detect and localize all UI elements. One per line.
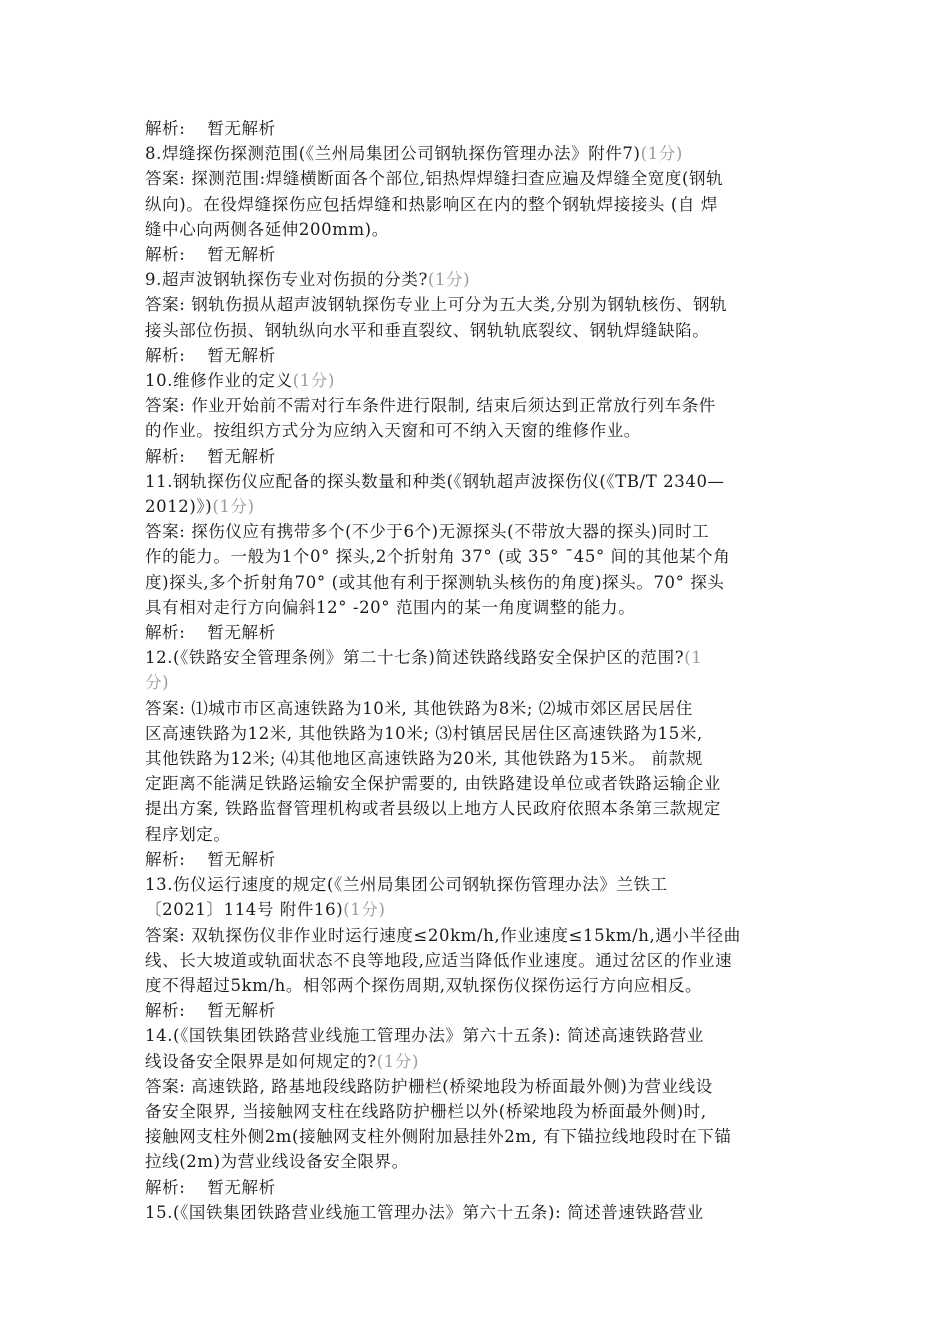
analysis-label: 解析: [145, 1001, 186, 1021]
answer-line: 度不得超过5km/h。相邻两个探伤周期,双轨探伤仪探伤运行方向应相反。 [145, 975, 703, 995]
question-text: 9.超声波钢轨探伤专业对伤损的分类? [145, 270, 428, 290]
answer-line: 纵向)。在役焊缝探伤应包括焊缝和热影响区在内的整个钢轨焊接接头 (自 焊 [145, 194, 718, 214]
question-line [145, 469, 813, 494]
question-text: 8.焊缝探伤探测范围(《兰州局集团公司钢轨探伤管理办法》附件7) [145, 144, 641, 164]
answer-line: 拉线(2m)为营业线设备安全限界。 [145, 1152, 409, 1172]
question-score: (1分) [212, 497, 255, 517]
analysis-text: 暂无解析 [207, 849, 276, 869]
question-score: (1分) [292, 371, 336, 391]
answer-line: 度)探头,多个折射角70° (或其他有利于探测轨头核伤的角度)探头。70° 探头 [145, 572, 725, 592]
analysis-text: 暂无解析 [207, 345, 276, 365]
analysis-label: 解析: [145, 1177, 186, 1197]
question-line [145, 1200, 813, 1225]
answer-line: 其他铁路为12米; ⑷其他地区高速铁路为20米, 其他铁路为15米。 前款规 [145, 749, 703, 769]
answer-line: 答案: 探测范围:焊缝横断面各个部位,铝热焊焊缝扫查应遍及焊缝全宽度(钢轨 [145, 169, 724, 189]
answer-line: 答案: ⑴城市市区高速铁路为10米, 其他铁路为8米; ⑵城市郊区居民居住 [145, 698, 693, 718]
analysis-label: 解析: [145, 446, 186, 466]
analysis-line [145, 1175, 813, 1200]
analysis-line [145, 242, 813, 267]
answer-line: 答案: 钢轨伤损从超声波钢轨探伤专业上可分为五大类,分别为钢轨核伤、钢轨 [145, 295, 728, 315]
question-line [145, 267, 813, 292]
question-score: (1分) [640, 144, 683, 164]
question-text: 14.(《国铁集团铁路营业线施工管理办法》第六十五条): 简述高速铁路营业 [145, 1026, 704, 1046]
analysis-label: 解析: [145, 623, 186, 643]
answer-line: 的作业。按组织方式分为应纳入天窗和可不纳入天窗的维修作业。 [145, 421, 641, 441]
question-text: 10.维修作业的定义 [145, 371, 293, 391]
analysis-text: 暂无解析 [207, 119, 276, 138]
answer-line: 提出方案, 铁路监督管理机构或者县级以上地方人民政府依照本条第三款规定 [145, 799, 721, 819]
answer-line: 答案: 作业开始前不需对行车条件进行限制, 结束后须达到正常放行列车条件 [145, 396, 716, 416]
question-line [145, 1049, 813, 1074]
question-text: 2012)》) [145, 497, 213, 517]
question-score: (1 [684, 648, 703, 668]
question-line [145, 897, 813, 922]
analysis-text: 暂无解析 [207, 623, 276, 643]
answer-line: 线、长大坡道或轨面状态不良等地段,应适当降低作业速度。通过岔区的作业速 [145, 950, 733, 970]
question-line [145, 494, 813, 519]
analysis-text: 暂无解析 [207, 1001, 276, 1021]
analysis-text: 暂无解析 [207, 245, 276, 265]
analysis-line [145, 444, 813, 469]
question-line [145, 1023, 813, 1048]
analysis-label: 解析: [145, 245, 186, 265]
answer-line: 作的能力。一般为1个0° 探头,2个折射角 37° (或 35° ¯45° 间的其他某个角 [145, 547, 731, 567]
question-text: 13.伤仪运行速度的规定(《兰州局集团公司钢轨探伤管理办法》兰铁工 [145, 875, 668, 895]
question-text: 15.(《国铁集团铁路营业线施工管理办法》第六十五条): 简述普速铁路营业 [145, 1202, 704, 1222]
question-line [145, 368, 813, 393]
answer-line: 接头部位伤损、钢轨纵向水平和垂直裂纹、钢轨轨底裂纹、钢轨焊缝缺陷。 [145, 320, 710, 340]
analysis-line [145, 847, 813, 872]
question-line [145, 872, 813, 897]
question-score: 分) [145, 673, 170, 693]
answer-line: 区高速铁路为12米, 其他铁路为10米; ⑶村镇居民居住区高速铁路为15米, [145, 723, 703, 743]
question-text: 11.钢轨探伤仪应配备的探头数量和种类(《钢轨超声波探伤仪(《TB/T 2340— [145, 471, 725, 491]
analysis-line [145, 620, 813, 645]
question-line [145, 670, 813, 695]
analysis-line [145, 116, 813, 141]
analysis-label: 解析: [145, 345, 186, 365]
analysis-text: 暂无解析 [207, 1177, 276, 1197]
question-score: (1分) [427, 270, 471, 290]
document-page [145, 116, 813, 1225]
answer-line: 接触网支柱外侧2m(接触网支柱外侧附加悬挂外2m, 有下锚拉线地段时在下锚 [145, 1127, 732, 1147]
answer-line: 答案: 探伤仪应有携带多个(不少于6个)无源探头(不带放大器的探头)同时工 [145, 522, 710, 542]
question-line [145, 645, 813, 670]
answer-line: 答案: 双轨探伤仪非作业时运行速度≤20km/h,作业速度≤15km/h,遇小半径曲 [145, 925, 741, 945]
question-text: 12.(《铁路安全管理条例》第二十七条)简述铁路线路安全保护区的范围? [145, 648, 685, 668]
question-text: 线设备安全限界是如何规定的? [145, 1051, 377, 1071]
question-line [145, 141, 813, 166]
answer-line: 缝中心向两侧各延伸200mm)。 [145, 219, 389, 239]
analysis-text: 暂无解析 [207, 446, 276, 466]
answer-line: 程序划定。 [145, 824, 231, 844]
analysis-label: 解析: [145, 119, 186, 138]
question-score: (1分) [343, 900, 386, 920]
question-text: 〔2021〕114号 附件16) [145, 900, 344, 920]
question-score: (1分) [376, 1051, 420, 1071]
answer-line: 备安全限界, 当接触网支柱在线路防护栅栏以外(桥梁地段为桥面最外侧)时, [145, 1101, 707, 1121]
analysis-line [145, 998, 813, 1023]
analysis-label: 解析: [145, 849, 186, 869]
analysis-line [145, 343, 813, 368]
answer-line: 定距离不能满足铁路运输安全保护需要的, 由铁路建设单位或者铁路运输企业 [145, 774, 721, 794]
answer-line: 答案: 高速铁路, 路基地段线路防护栅栏(桥梁地段为桥面最外侧)为营业线设 [145, 1076, 713, 1096]
answer-line: 具有相对走行方向偏斜12° -20° 范围内的某一角度调整的能力。 [145, 597, 636, 617]
